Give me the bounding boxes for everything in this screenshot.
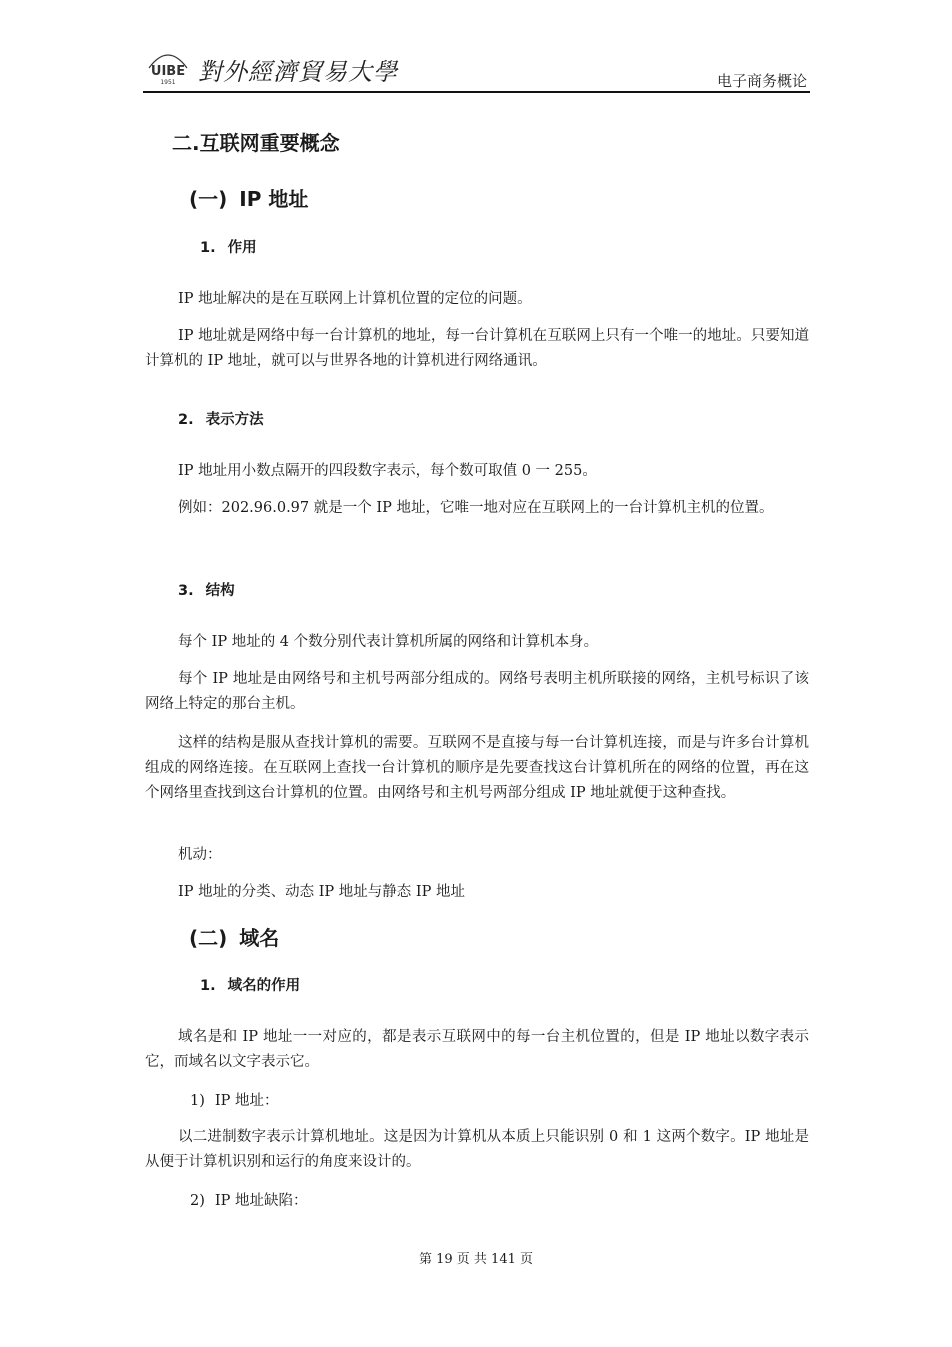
subsection-title (189, 922, 279, 951)
paragraph: IP 地址用小数点隔开的四段数字表示，每个数可取值 0 一 255。 (178, 463, 597, 479)
university-name: 對外經濟貿易大學 (198, 58, 398, 86)
list-number: 2) (190, 1193, 205, 1209)
item-number: 2. (178, 412, 194, 428)
university-logo (145, 44, 191, 86)
paragraph: IP 地址解决的是在互联网上计算机位置的定位的问题。 (178, 291, 532, 307)
list-label: IP 地址缺陷： (214, 1193, 308, 1209)
paragraph: 这样的结构是服从查找计算机的需要。互联网不是直接与每一台计算机连接，而是与许多台计算机组成的网络连接。在互联网上查找一台计算机的顺序是先要查找这台计算机所在的网络的位置，再在这个网络里查找到这台计算机的位置。由网络号和主机号两部分组成 IP 地址就便于这种查找。 (145, 735, 809, 801)
paragraph: 每个 IP 地址是由网络号和主机号两部分组成的。网络号表明主机所联接的网络，主机号标识了该网络上特定的那台主机。 (145, 671, 809, 712)
paragraph: 域名是和 IP 地址一一对应的，都是表示互联网中的每一台主机位置的，但是 IP 地址以数字表示它，而域名以文字表示它。 (145, 1029, 809, 1070)
page-number: 第 19 页 共 141 页 (418, 1252, 534, 1267)
svg-text:UIBE: UIBE (150, 64, 186, 79)
paragraph: IP 地址的分类、动态 IP 地址与静态 IP 地址 (178, 884, 465, 900)
list-number: 1) (190, 1093, 205, 1109)
list-label: IP 地址： (214, 1093, 279, 1109)
subsection-label: 域名 (239, 926, 280, 950)
paragraph: 每个 IP 地址的 4 个数分别代表计算机所属的网络和计算机本身。 (178, 634, 599, 650)
item-label: 域名的作用 (227, 978, 301, 994)
subsection-number: (二) (189, 926, 228, 950)
header-divider (143, 91, 810, 93)
paragraph: 以二进制数字表示计算机地址。这是因为计算机从本质上只能识别 0 和 1 这两个数字。IP 地址是从便于计算机识别和运行的角度来设计的。 (145, 1129, 809, 1170)
subsection-number: (一) (189, 187, 228, 211)
item-number: 1. (200, 240, 216, 256)
subsection-title (189, 183, 308, 212)
item-number: 3. (178, 583, 194, 599)
course-title: 电子商务概论 (716, 72, 807, 90)
item-heading (200, 974, 300, 995)
item-label: 结构 (205, 583, 235, 599)
item-label: 表示方法 (205, 412, 264, 428)
list-item (190, 1089, 278, 1110)
item-label: 作用 (227, 240, 257, 256)
list-item (190, 1189, 307, 1210)
paragraph: IP 地址就是网络中每一台计算机的地址，每一台计算机在互联网上只有一个唯一的地址。只要知道计算机的 IP 地址，就可以与世界各地的计算机进行网络通讯。 (145, 328, 809, 369)
subsection-label: IP 地址 (239, 187, 309, 211)
item-heading (200, 236, 257, 257)
item-heading (178, 579, 235, 600)
item-heading (178, 408, 264, 429)
section-title: 二.互联网重要概念 (172, 131, 340, 155)
paragraph: 例如：202.96.0.97 就是一个 IP 地址，它唯一地对应在互联网上的一台计算机主机的位置。 (178, 500, 774, 516)
item-number: 1. (200, 978, 216, 994)
paragraph: 机动： (178, 847, 222, 863)
svg-text:1951: 1951 (160, 79, 176, 86)
